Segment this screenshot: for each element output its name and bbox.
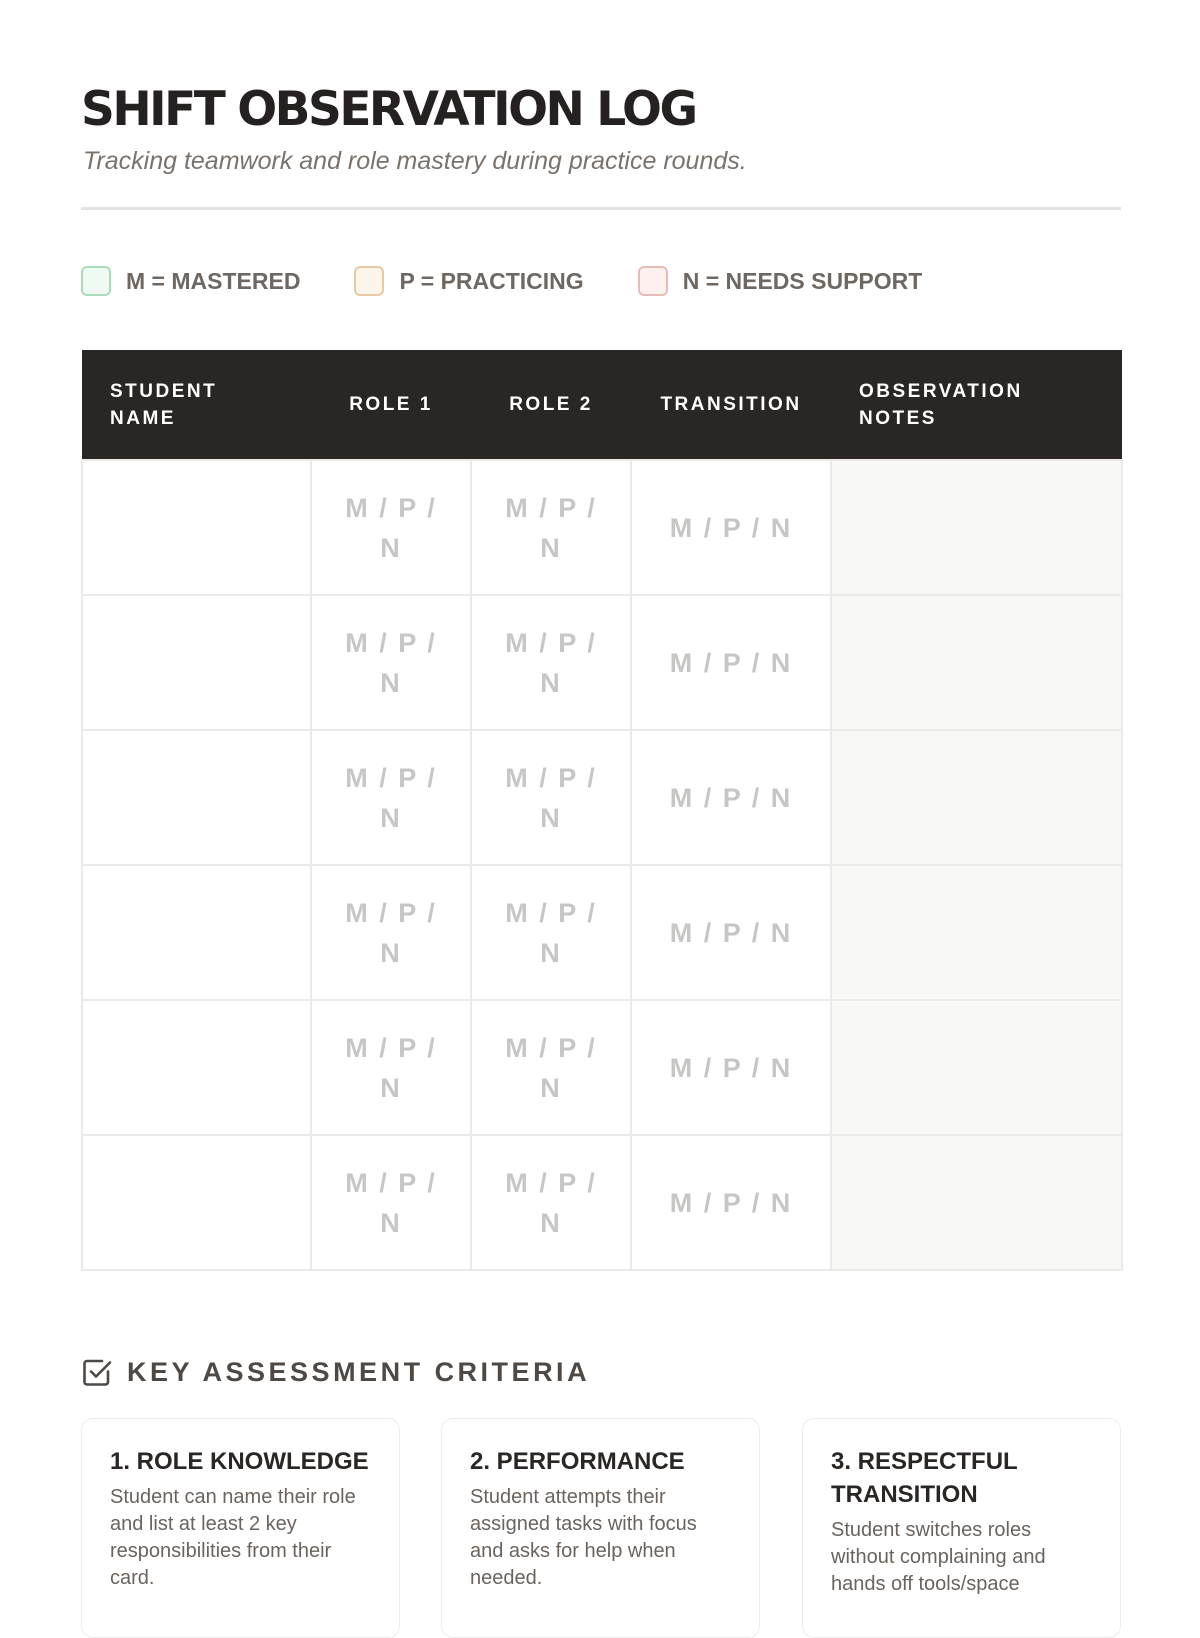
column-header-student-name: STUDENT NAME — [82, 350, 311, 460]
table-row — [82, 595, 1122, 730]
page-title: SHIFT OBSERVATION LOG — [81, 82, 696, 137]
legend-item-practicing — [354, 266, 583, 296]
transition-rating-cell[interactable]: M / P / N — [631, 730, 831, 865]
observation-notes-cell[interactable] — [831, 1135, 1122, 1270]
role-2-rating-cell[interactable]: M / P / N — [471, 1000, 631, 1135]
student-name-cell[interactable] — [82, 460, 311, 595]
column-header-observation-notes: OBSERVATION NOTES — [831, 350, 1122, 460]
role-2-rating-cell[interactable]: M / P / N — [471, 460, 631, 595]
header-divider — [81, 207, 1121, 210]
legend-item-needs-support — [638, 266, 923, 296]
role-1-rating-cell[interactable]: M / P / N — [311, 595, 471, 730]
card-title: 2. PERFORMANCE — [470, 1448, 685, 1475]
table-header-row — [82, 350, 1122, 460]
card-description: Student switches roles without complaining and hands off tools/space — [831, 1519, 1046, 1595]
legend-label-mastered: M = MASTERED — [126, 267, 301, 294]
page-subtitle: Tracking teamwork and role mastery during practice rounds. — [83, 147, 747, 175]
legend-label-practicing: P = PRACTICING — [399, 267, 584, 294]
criteria-cards — [81, 1418, 1121, 1618]
criteria-title: KEY ASSESSMENT CRITERIA — [127, 1356, 591, 1387]
card-description: Student can name their role and list at least 2 key responsibilities from their card. — [110, 1486, 356, 1589]
legend-item-mastered — [81, 266, 300, 296]
criteria-card-performance — [441, 1418, 760, 1638]
table-row — [82, 865, 1122, 1000]
rating-legend — [81, 264, 976, 298]
role-1-rating-cell[interactable]: M / P / N — [311, 865, 471, 1000]
table-row — [82, 460, 1122, 595]
criteria-card-role-knowledge — [81, 1418, 400, 1638]
observation-notes-cell[interactable] — [831, 730, 1122, 865]
observation-notes-cell[interactable] — [831, 460, 1122, 595]
transition-rating-cell[interactable]: M / P / N — [631, 1135, 831, 1270]
legend-swatch-practicing — [354, 266, 384, 296]
checkbox-checked-icon — [81, 1356, 113, 1388]
observation-notes-cell[interactable] — [831, 865, 1122, 1000]
table-row — [82, 1135, 1122, 1270]
role-2-rating-cell[interactable]: M / P / N — [471, 595, 631, 730]
transition-rating-cell[interactable]: M / P / N — [631, 460, 831, 595]
card-title: 3. RESPECTFUL TRANSITION — [831, 1448, 1018, 1508]
student-name-cell[interactable] — [82, 865, 311, 1000]
student-name-cell[interactable] — [82, 1135, 311, 1270]
role-1-rating-cell[interactable]: M / P / N — [311, 1135, 471, 1270]
student-name-cell[interactable] — [82, 730, 311, 865]
role-1-rating-cell[interactable]: M / P / N — [311, 730, 471, 865]
role-2-rating-cell[interactable]: M / P / N — [471, 865, 631, 1000]
role-2-rating-cell[interactable]: M / P / N — [471, 1135, 631, 1270]
legend-label-needs-support: N = NEEDS SUPPORT — [682, 267, 923, 294]
observation-table — [81, 350, 1123, 1271]
column-header-role-1: ROLE 1 — [311, 350, 471, 460]
card-description: Student attempts their assigned tasks with focus and asks for help when needed. — [470, 1486, 697, 1589]
column-header-transition: TRANSITION — [631, 350, 831, 460]
legend-swatch-mastered — [81, 266, 111, 296]
observation-notes-cell[interactable] — [831, 595, 1122, 730]
student-name-cell[interactable] — [82, 1000, 311, 1135]
criteria-card-respectful-transition — [802, 1418, 1121, 1638]
role-1-rating-cell[interactable]: M / P / N — [311, 460, 471, 595]
transition-rating-cell[interactable]: M / P / N — [631, 865, 831, 1000]
column-header-role-2: ROLE 2 — [471, 350, 631, 460]
card-title: 1. ROLE KNOWLEDGE — [110, 1448, 369, 1475]
transition-rating-cell[interactable]: M / P / N — [631, 595, 831, 730]
table-row — [82, 1000, 1122, 1135]
student-name-cell[interactable] — [82, 595, 311, 730]
role-1-rating-cell[interactable]: M / P / N — [311, 1000, 471, 1135]
legend-swatch-needs-support — [638, 266, 668, 296]
criteria-heading — [81, 1354, 590, 1390]
table-row — [82, 730, 1122, 865]
role-2-rating-cell[interactable]: M / P / N — [471, 730, 631, 865]
transition-rating-cell[interactable]: M / P / N — [631, 1000, 831, 1135]
observation-notes-cell[interactable] — [831, 1000, 1122, 1135]
